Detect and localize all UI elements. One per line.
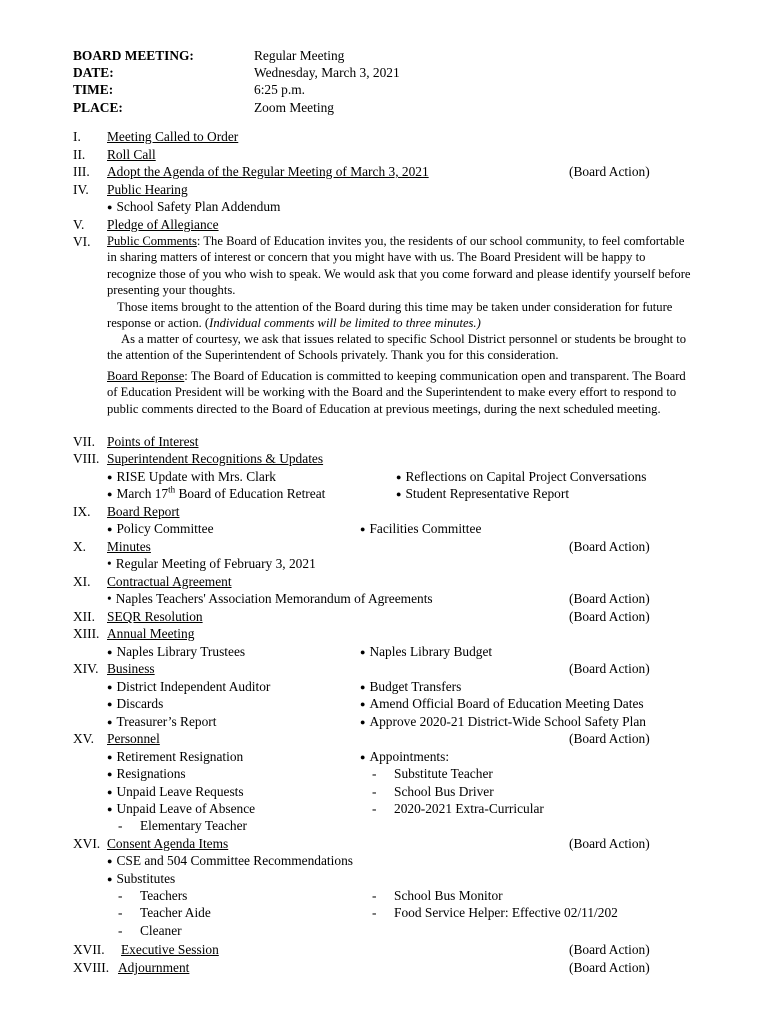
item-title-personnel: Personnel bbox=[107, 731, 160, 746]
sub-item: ● Resignations bbox=[107, 766, 186, 781]
bullet-icon: • bbox=[107, 591, 112, 606]
header-value-meeting: Regular Meeting bbox=[254, 48, 345, 63]
sub-sub-item: - Substitute Teacher bbox=[372, 766, 493, 781]
dash-icon: - bbox=[118, 905, 123, 920]
item-number: III. bbox=[73, 164, 90, 179]
sub-sub-item: - Cleaner bbox=[118, 923, 182, 938]
item-title-annual-meeting: Annual Meeting bbox=[107, 626, 195, 641]
item-title-consent-agenda: Consent Agenda Items bbox=[107, 836, 229, 851]
sub-item: ● Approve 2020-21 District-Wide School Safety Plan bbox=[360, 714, 646, 729]
bullet-icon: ● bbox=[360, 647, 366, 657]
item-number: IV. bbox=[73, 182, 89, 197]
item-number: XVII. bbox=[73, 942, 105, 957]
bullet-icon: ● bbox=[107, 647, 113, 657]
header-label-place: PLACE: bbox=[73, 100, 123, 115]
bullet-icon: ● bbox=[360, 717, 366, 727]
dash-icon: - bbox=[372, 905, 377, 920]
header-value-date: Wednesday, March 3, 2021 bbox=[254, 65, 400, 80]
item-number: XIV. bbox=[73, 661, 99, 676]
bullet-icon: ● bbox=[360, 699, 366, 709]
bullet-icon: ● bbox=[107, 202, 113, 212]
sub-item: ● Unpaid Leave Requests bbox=[107, 784, 244, 799]
item-number: XI. bbox=[73, 574, 91, 589]
sub-item: • Regular Meeting of February 3, 2021 bbox=[107, 556, 316, 571]
dash-icon: - bbox=[372, 766, 377, 781]
sub-sub-item: - Food Service Helper: Effective 02/11/202 bbox=[372, 905, 618, 920]
sub-item: ● March 17th Board of Education Retreat bbox=[107, 484, 326, 501]
bullet-icon: ● bbox=[107, 699, 113, 709]
dash-icon: - bbox=[118, 818, 123, 833]
item-number: V. bbox=[73, 217, 85, 232]
bullet-icon: ● bbox=[107, 524, 113, 534]
sub-item: ● School Safety Plan Addendum bbox=[107, 199, 281, 214]
sub-item: ● Substitutes bbox=[107, 871, 176, 886]
sub-item: ● Unpaid Leave of Absence bbox=[107, 801, 256, 816]
sub-item: ● Student Representative Report bbox=[396, 486, 570, 501]
sub-item: ● Appointments: bbox=[360, 749, 450, 764]
dash-icon: - bbox=[372, 784, 377, 799]
bullet-icon: ● bbox=[107, 874, 113, 884]
bullet-icon: ● bbox=[360, 682, 366, 692]
bullet-icon: ● bbox=[396, 472, 402, 482]
sub-item: ● RISE Update with Mrs. Clark bbox=[107, 469, 276, 484]
board-response-paragraph: Board Reponse: The Board of Education is committed to keeping communication open and transparent. The Board of Education President will be working with the Board and the Superintendent to make every effort to respond to public comments directed to the Board of Education at previous meetings, during the next scheduled meeting. bbox=[107, 369, 686, 416]
sub-item: ● Reflections on Capital Project Conversations bbox=[396, 469, 647, 484]
sub-item: ● Retirement Resignation bbox=[107, 749, 244, 764]
item-title-roll-call: Roll Call bbox=[107, 147, 156, 162]
public-comments-paragraph-3: As a matter of courtesy, we ask that issues related to specific School District personnel or students be brought to the attention of the Superintendent of Schools privately. Thank you for this consideration. bbox=[107, 332, 687, 363]
sub-item: ● Discards bbox=[107, 696, 164, 711]
board-action-label: (Board Action) bbox=[569, 164, 650, 179]
bullet-icon: ● bbox=[107, 472, 113, 482]
sub-item: ● Budget Transfers bbox=[360, 679, 462, 694]
sub-sub-item: - Teachers bbox=[118, 888, 188, 903]
dash-icon: - bbox=[372, 801, 377, 816]
header-label-date: DATE: bbox=[73, 65, 114, 80]
item-title-public-hearing: Public Hearing bbox=[107, 182, 188, 197]
bullet-icon: ● bbox=[360, 524, 366, 534]
item-title-pledge: Pledge of Allegiance bbox=[107, 217, 219, 232]
bullet-icon: ● bbox=[107, 752, 113, 762]
item-title-superintendent: Superintendent Recognitions & Updates bbox=[107, 451, 324, 466]
board-action-label: (Board Action) bbox=[569, 539, 650, 554]
item-number: IX. bbox=[73, 504, 91, 519]
sub-item: ● Naples Library Trustees bbox=[107, 644, 246, 659]
bullet-icon: ● bbox=[360, 752, 366, 762]
dash-icon: - bbox=[118, 888, 123, 903]
public-comments-paragraph-2: Those items brought to the attention of the Board during this time may be taken under consideration for future response or action. (Individual comments will be limited to three minutes.) bbox=[107, 300, 673, 331]
item-title-adopt-agenda: Adopt the Agenda of the Regular Meeting of March 3, 2021 bbox=[107, 164, 429, 179]
header-label-board-meeting: BOARD MEETING: bbox=[73, 48, 194, 63]
item-title-points-of-interest: Points of Interest bbox=[107, 434, 199, 449]
item-title-meeting-called: Meeting Called to Order bbox=[107, 129, 239, 144]
board-action-label: (Board Action) bbox=[569, 731, 650, 746]
header-value-place: Zoom Meeting bbox=[254, 100, 334, 115]
sub-item: ● CSE and 504 Committee Recommendations bbox=[107, 853, 353, 868]
public-comments-paragraph: Public Comments: The Board of Education invites you, the residents of our school community, to feel comfortable in sharing matters of interest or concern that you might have with us. The Board President will be happy to recognize those of you who wish to speak. We would ask that you come forward and please identify yourself before presenting your thoughts. bbox=[107, 234, 691, 298]
item-number: X. bbox=[73, 539, 87, 554]
dash-icon: - bbox=[372, 888, 377, 903]
sub-sub-item: - 2020-2021 Extra-Curricular bbox=[372, 801, 544, 816]
dash-icon: - bbox=[118, 923, 123, 938]
item-number: XVIII. bbox=[73, 960, 110, 975]
board-action-label: (Board Action) bbox=[569, 836, 650, 851]
item-number: XVI. bbox=[73, 836, 101, 851]
item-number: VIII. bbox=[73, 451, 100, 466]
item-title-business: Business bbox=[107, 661, 155, 676]
sub-sub-item: - Elementary Teacher bbox=[118, 818, 247, 833]
bullet-icon: ● bbox=[107, 769, 113, 779]
item-title-adjournment: Adjournment bbox=[118, 960, 190, 975]
item-title-executive-session: Executive Session bbox=[121, 942, 219, 957]
board-action-label: (Board Action) bbox=[569, 960, 650, 975]
bullet-icon: ● bbox=[107, 682, 113, 692]
sub-item: ● District Independent Auditor bbox=[107, 679, 271, 694]
sub-item: ● Treasurer’s Report bbox=[107, 714, 217, 729]
item-number: XIII. bbox=[73, 626, 100, 641]
item-title-minutes: Minutes bbox=[107, 539, 151, 554]
board-action-label: (Board Action) bbox=[569, 591, 650, 606]
bullet-icon: ● bbox=[107, 489, 113, 499]
sub-item: ● Naples Library Budget bbox=[360, 644, 493, 659]
sub-item: ● Facilities Committee bbox=[360, 521, 482, 536]
bullet-icon: • bbox=[107, 556, 112, 571]
sub-sub-item: - Teacher Aide bbox=[118, 905, 211, 920]
bullet-icon: ● bbox=[107, 804, 113, 814]
sub-item: ● Policy Committee bbox=[107, 521, 214, 536]
item-number: XV. bbox=[73, 731, 94, 746]
header-label-time: TIME: bbox=[73, 82, 114, 97]
sub-item: • Naples Teachers' Association Memorandum of Agreements bbox=[107, 591, 433, 606]
item-number: XII. bbox=[73, 609, 95, 624]
bullet-icon: ● bbox=[107, 717, 113, 727]
bullet-icon: ● bbox=[107, 856, 113, 866]
item-number: VII. bbox=[73, 434, 95, 449]
item-title-board-report: Board Report bbox=[107, 504, 180, 519]
item-number: II. bbox=[73, 147, 86, 162]
board-action-label: (Board Action) bbox=[569, 609, 650, 624]
item-title-seqr: SEQR Resolution bbox=[107, 609, 203, 624]
sub-sub-item: - School Bus Monitor bbox=[372, 888, 503, 903]
sub-item: ● Amend Official Board of Education Meeting Dates bbox=[360, 696, 644, 711]
item-number: I. bbox=[73, 129, 81, 144]
header-value-time: 6:25 p.m. bbox=[254, 82, 305, 97]
bullet-icon: ● bbox=[107, 787, 113, 797]
board-action-label: (Board Action) bbox=[569, 942, 650, 957]
item-title-contractual: Contractual Agreement bbox=[107, 574, 232, 589]
bullet-icon: ● bbox=[396, 489, 402, 499]
sub-sub-item: - School Bus Driver bbox=[372, 784, 494, 799]
board-action-label: (Board Action) bbox=[569, 661, 650, 676]
item-number: VI. bbox=[73, 234, 91, 249]
